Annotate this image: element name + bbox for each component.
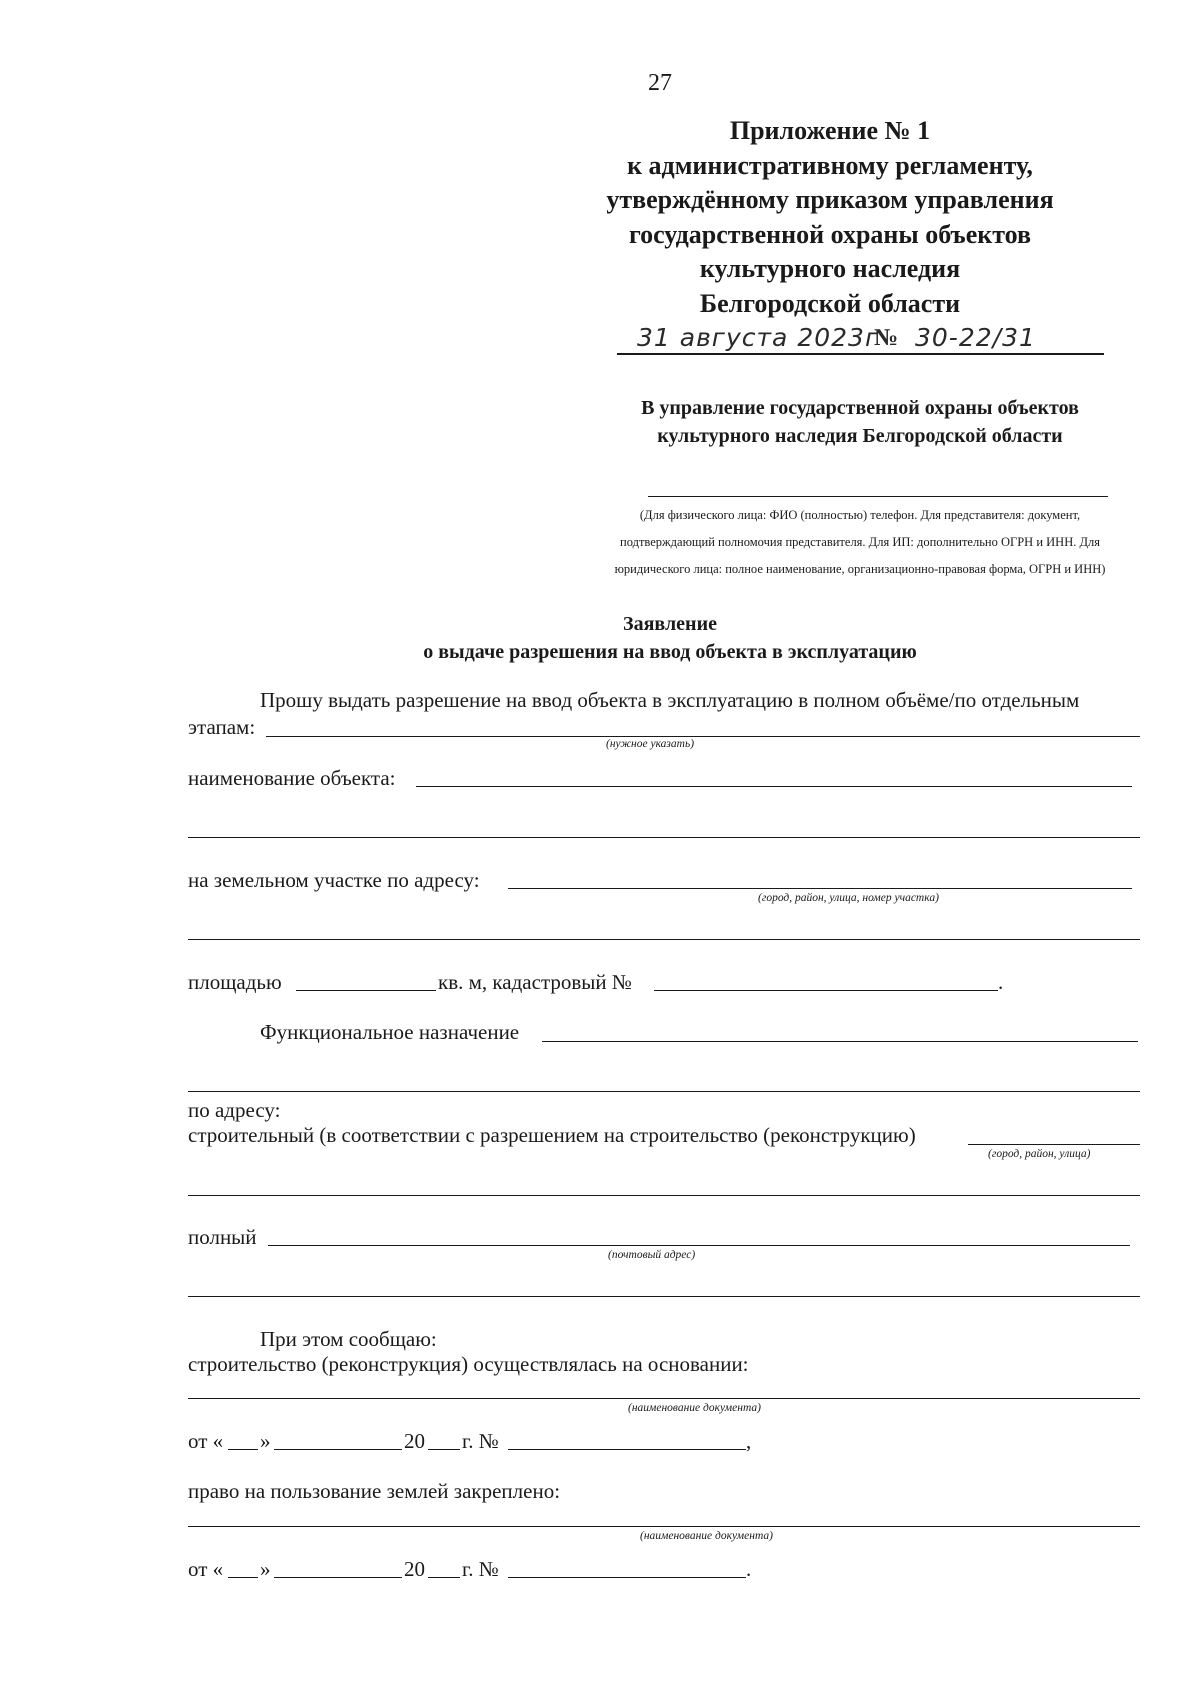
- construction-address-field[interactable]: [968, 1144, 1140, 1145]
- land-address-field[interactable]: [508, 888, 1132, 889]
- full-address-hint: (почтовый адрес): [608, 1249, 696, 1261]
- land-right-year-suffix: г. №: [462, 1557, 499, 1581]
- order-date-number-line: [617, 313, 1104, 355]
- purpose-label: Функциональное назначение: [260, 1020, 520, 1044]
- basis-year-prefix: 20: [404, 1429, 425, 1453]
- area-field[interactable]: [296, 990, 436, 991]
- appendix-header: [550, 114, 1110, 321]
- full-address-label: полный: [188, 1225, 257, 1249]
- land-right-year-prefix: 20: [404, 1557, 425, 1581]
- basis-comma: ,: [746, 1429, 752, 1453]
- addressee-block: [560, 394, 1160, 450]
- area-label: площадью: [188, 970, 282, 994]
- basis-label: строительство (реконструкция) осуществлялась на основании:: [188, 1352, 749, 1376]
- land-right-day-field[interactable]: [228, 1577, 258, 1578]
- appendix-line: культурного наследия: [699, 254, 961, 283]
- purpose-field[interactable]: [542, 1041, 1138, 1042]
- land-right-from-label: от «: [188, 1557, 224, 1581]
- hint-line: подтверждающий полномочия представителя. Для ИП: дополнительно ОГРН и ИНН. Для: [620, 535, 1100, 549]
- construction-address-label: строительный (в соответствии с разрешением на строительство (реконструкцию): [188, 1123, 916, 1147]
- appendix-line: Белгородской области: [699, 288, 961, 318]
- land-address-hint: (город, район, улица, номер участка): [758, 892, 939, 904]
- land-right-year-field[interactable]: [428, 1577, 460, 1578]
- object-name-field[interactable]: [416, 786, 1132, 787]
- land-right-month-field[interactable]: [274, 1577, 402, 1578]
- appendix-line: Приложение № 1: [729, 116, 931, 145]
- land-right-number-field[interactable]: [508, 1577, 746, 1578]
- addressee-line: В управление государственной охраны объектов: [641, 397, 1079, 419]
- cadastral-number-field[interactable]: [654, 990, 998, 991]
- basis-year-suffix: г. №: [462, 1429, 499, 1453]
- land-address-label: на земельном участке по адресу:: [188, 868, 480, 892]
- land-address-field-continued[interactable]: [188, 939, 1140, 940]
- stages-label: этапам:: [188, 715, 256, 739]
- land-right-period: .: [746, 1557, 752, 1581]
- stages-field[interactable]: [266, 736, 1140, 737]
- purpose-field-continued[interactable]: [188, 1091, 1140, 1092]
- area-units-label: кв. м, кадастровый №: [438, 970, 632, 994]
- land-right-label: право на пользование землей закреплено:: [188, 1479, 561, 1503]
- document-title: [170, 610, 1170, 666]
- hint-line: юридического лица: полное наименование, организационно-правовая форма, ОГРН и ИНН): [614, 562, 1106, 576]
- basis-month-field[interactable]: [274, 1449, 402, 1450]
- by-address-label: по адресу:: [188, 1098, 281, 1122]
- number-sign: №: [874, 325, 900, 351]
- object-name-field-continued[interactable]: [188, 837, 1140, 838]
- request-text: Прошу выдать разрешение на ввод объекта в эксплуатацию в полном объёме/по отдельным: [260, 688, 1080, 712]
- handwritten-date: 31 августа 2023г: [637, 323, 880, 352]
- basis-quote-close: »: [260, 1429, 271, 1453]
- basis-document-field[interactable]: [188, 1398, 1140, 1399]
- basis-day-field[interactable]: [228, 1449, 258, 1450]
- basis-year-field[interactable]: [428, 1449, 460, 1450]
- construction-address-field-continued[interactable]: [188, 1195, 1140, 1196]
- full-address-field-continued[interactable]: [188, 1296, 1140, 1297]
- basis-number-field[interactable]: [508, 1449, 746, 1450]
- appendix-line: государственной охраны объектов: [628, 219, 1032, 249]
- construction-address-hint: (город, район, улица): [988, 1148, 1091, 1160]
- applicant-info-hint: [560, 502, 1160, 583]
- inform-label: При этом сообщаю:: [260, 1327, 437, 1351]
- hint-line: (Для физического лица: ФИО (полностью) телефон. Для представителя: документ,: [639, 508, 1081, 522]
- handwritten-order-number: 30-22/31: [915, 323, 1036, 352]
- appendix-line: утверждённому приказом управления: [606, 185, 1054, 214]
- stages-hint: (нужное указать): [606, 738, 695, 750]
- page-number: 27: [648, 70, 672, 96]
- full-address-field[interactable]: [268, 1245, 1130, 1246]
- appendix-line: к административному регламенту,: [627, 150, 1033, 180]
- area-period: .: [998, 970, 1004, 994]
- basis-from-label: от «: [188, 1429, 224, 1453]
- object-name-label: наименование объекта:: [188, 766, 396, 790]
- land-right-document-field[interactable]: [188, 1526, 1140, 1527]
- land-right-document-hint: (наименование документа): [640, 1530, 773, 1542]
- addressee-line: культурного наследия Белгородской области: [657, 425, 1063, 447]
- basis-document-hint: (наименование документа): [628, 1402, 761, 1414]
- title-line: о выдаче разрешения на ввод объекта в эксплуатацию: [423, 641, 917, 663]
- title-line: Заявление: [623, 613, 717, 635]
- applicant-info-field[interactable]: [648, 496, 1108, 497]
- land-right-quote-close: »: [260, 1557, 271, 1581]
